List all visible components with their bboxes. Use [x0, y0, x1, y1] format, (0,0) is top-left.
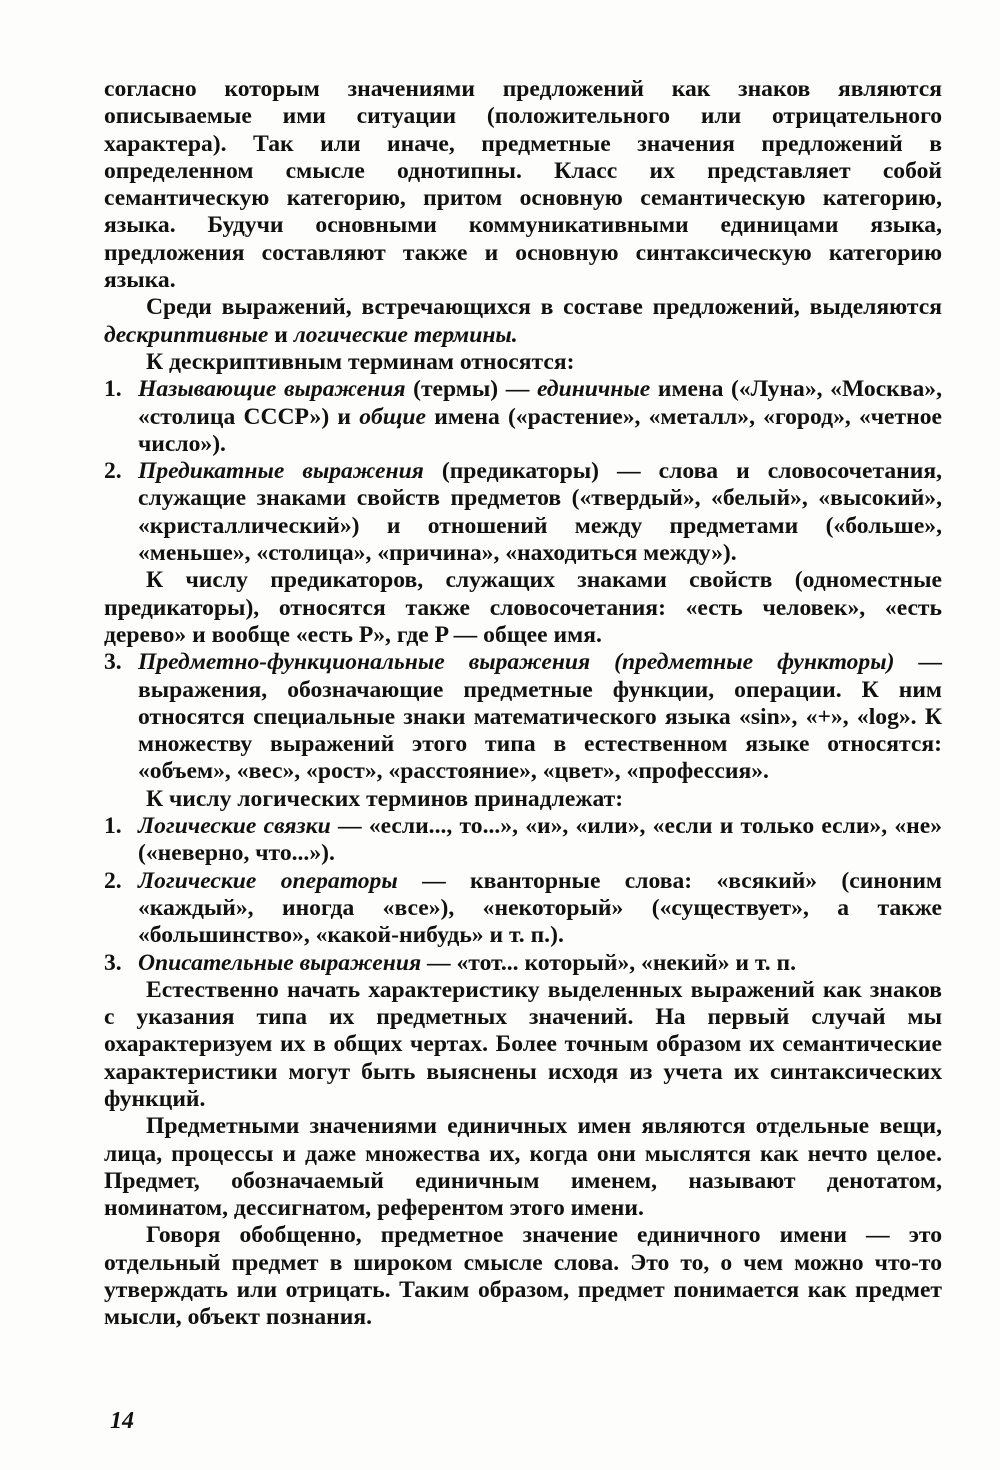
- paragraph-3: К дескриптивным терминам относятся:: [146, 348, 575, 375]
- paragraph-7: Предметными значениями единичных имен являются отдельные вещи, лица, процессы и даже множества их, когда они мыслятся как нечто целое. Предмет, обозначаемый единичным именем, называют денотатом, номинатом, дессигнатом, референтом этого имени.: [104, 1113, 942, 1222]
- paragraph-2: Среди выражений, встречающихся в составе предложений, выделяются дескриптивные и логические термины.: [104, 294, 942, 348]
- list-item-logical-3: 3. Описательные выражения — «тот... который», «некий» и т. п.: [104, 949, 796, 976]
- list-item-descriptive-3: 3. Предметно-функциональные выражения (предметные функторы) — выражения, обозначающие предметные функции, операции. К ним относятся специальные знаки математического языка «sin», «+», «log». К множеству выражений этого типа в естественном языке относятся: «объем», «вес», «рост», «расстояние», «цвет», «профессия».: [104, 649, 942, 785]
- page-number: 14: [110, 1408, 134, 1434]
- paragraph-4: К числу предикаторов, служащих знаками свойств (одноместные предикаторы), относятся также словосочетания: «есть человек», «есть дерево» и вообще «есть P», где P — общее имя.: [104, 567, 942, 648]
- list-item-logical-1: 1. Логические связки — «если..., то...», «и», «или», «если и только если», «не» («неверно, что...»).: [104, 813, 942, 867]
- paragraph-1: согласно которым значениями предложений как знаков являются описываемые ими ситуации (положительного или отрицательного характера). Так или иначе, предметные значения предложений в определенном смысле однотипны. Класс их представляет собой семантическую категорию, притом основную семантическую категорию, языка. Будучи основными коммуникативными единицами языка, предложения составляют также и основную синтаксическую категорию языка.: [104, 76, 942, 294]
- list-item-descriptive-1: 1. Называющие выражения (термы) — единичные имена («Луна», «Москва», «столица СССР») и общие имена («растение», «металл», «город», «четное число»).: [104, 376, 943, 457]
- paragraph-8: Говоря обобщенно, предметное значение единичного имени — это отдельный предмет в широком смысле слова. Это то, о чем можно что-то утверждать или отрицать. Таким образом, предмет понимается как предмет мысли, объект познания.: [104, 1222, 942, 1331]
- paragraph-6: Естественно начать характеристику выделенных выражений как знаков с указания типа их предметных значений. На первый случай мы охарактеризуем их в общих чертах. Более точным образом их семантические характеристики могут быть выяснены исходя из учета их синтаксических функций.: [104, 976, 942, 1112]
- page-text: [104, 76, 942, 1332]
- list-item-descriptive-2: 2. Предикатные выражения (предикаторы) — слова и словосочетания, служащие знаками свойств предметов («твердый», «белый», «высокий», «кристаллический») и отношений между предметами («больше», «меньше», «столица», «причина», «находиться между»).: [104, 458, 942, 567]
- paragraph-5: К числу логических терминов принадлежат:: [146, 785, 624, 812]
- list-item-logical-2: 2. Логические операторы — кванторные слова: «всякий» (синоним «каждый», иногда «все»), «некоторый» («существует», а также «большинство», «какой-нибудь» и т. п.).: [104, 867, 942, 949]
